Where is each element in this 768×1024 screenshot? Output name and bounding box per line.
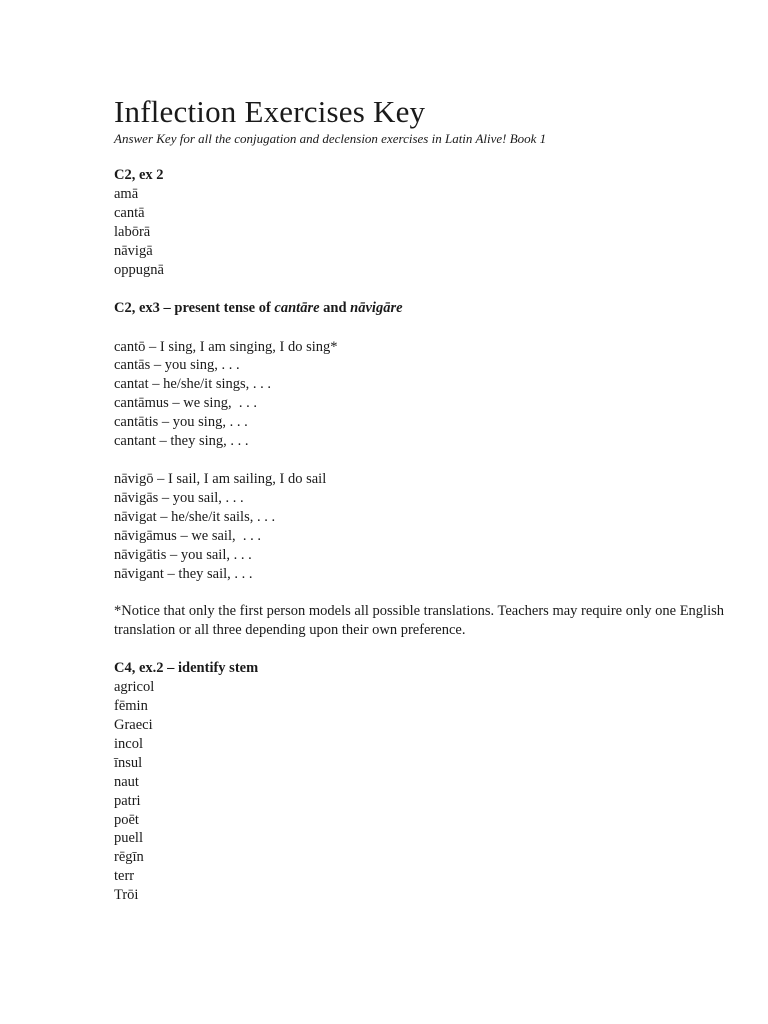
stem-line: poēt [114,811,139,828]
section-c2-ex3 [114,299,734,641]
conjugation-line: cantat – he/she/it sings, . . . [114,376,272,393]
section-c2-ex2 [114,166,734,280]
conjugation-line: cantāmus – we sing, . . . [114,395,257,412]
stem-line: naut [114,773,139,790]
conjugation-line: nāvigat – he/she/it sails, . . . [114,508,276,525]
page-subtitle [114,131,734,147]
conjugation-line: nāvigāmus – we sail, . . . [114,527,261,544]
conjugation-line: nāvigō – I sail, I am sailing, I do sail [114,470,327,487]
section-heading: C4, ex.2 – identify stem [114,660,259,677]
conjugation-line: cantō – I sing, I am singing, I do sing* [114,338,338,355]
stem-line: Trōi [114,887,139,904]
heading-verb-navigare: nāvigāre [350,299,403,316]
subtitle-book: Latin Alive! Book 1 [444,131,547,146]
answer-line: oppugnā [114,261,164,278]
stem-line: terr [114,868,135,885]
conjugation-line: nāvigātis – you sail, . . . [114,546,252,563]
page-title: Inflection Exercises Key [114,94,426,129]
stem-line: Graeci [114,717,153,734]
stem-line: agricol [114,679,155,696]
subtitle-text: Answer Key for all the conjugation and declension exercises in [114,131,445,146]
stem-line: incol [114,735,143,752]
stem-line: patri [114,792,141,809]
conjugation-line: nāvigās – you sail, . . . [114,489,244,506]
section-heading [114,299,734,318]
heading-and: and [319,299,351,316]
heading-prefix: C2, ex3 – present tense of [114,299,275,316]
stem-line: īnsul [114,754,143,771]
stem-line: fēmin [114,698,148,715]
conjugation-line: nāvigant – they sail, . . . [114,565,253,582]
conjugation-line: cantant – they sing, . . . [114,433,249,450]
document-page [114,94,734,905]
answer-line: amā [114,186,139,202]
footnote-paragraph: *Notice that only the first person models all possible translations. Teachers may require only one English translation or all three depending upon their own preference. [114,603,724,639]
conjugation-line: cantātis – you sing, . . . [114,414,248,431]
cantare-conjugation [114,338,734,451]
section-heading: C2, ex 2 [114,167,164,183]
stem-line: puell [114,830,143,847]
heading-verb-cantare: cantāre [274,299,320,316]
section-c4-ex2 [114,659,734,905]
stem-line: rēgīn [114,849,144,866]
answer-line: labōrā [114,223,151,240]
answer-line: nāvigā [114,242,153,259]
navigare-conjugation [114,470,734,583]
conjugation-line: cantās – you sing, . . . [114,357,240,374]
answer-line: cantā [114,204,145,221]
